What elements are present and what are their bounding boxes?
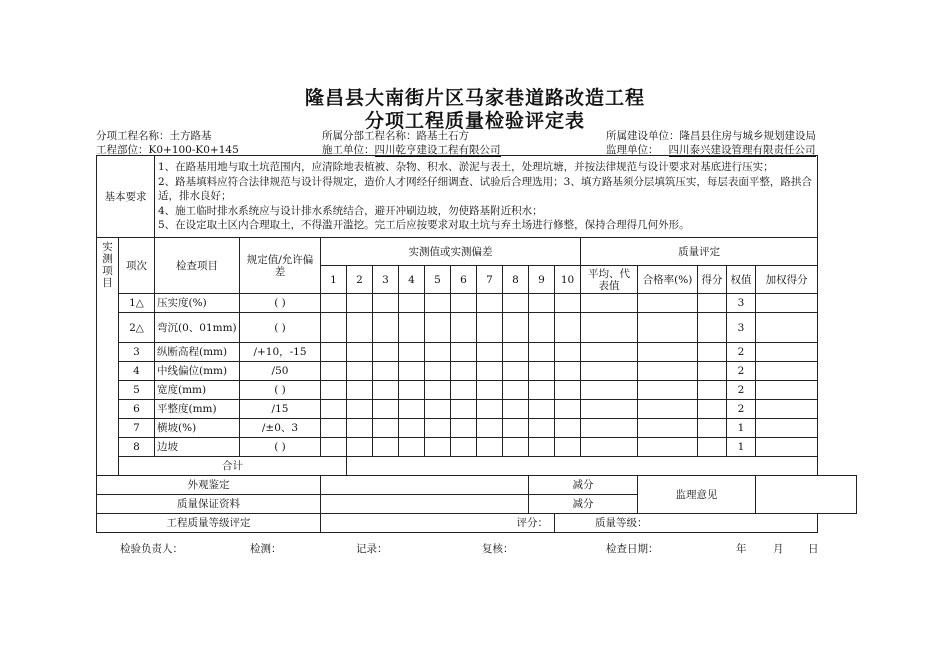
assurance-label: 质量保证资料 <box>97 495 321 514</box>
supervisor-label: 监理单位： <box>606 144 659 156</box>
col-num: 7 <box>477 266 503 294</box>
row-index: 7 <box>119 419 155 438</box>
owner-unit: 所属建设单位：隆昌县住房与城乡规划建设局 <box>606 130 816 142</box>
col-num: 2 <box>347 266 373 294</box>
col-score: 得分 <box>698 266 727 294</box>
col-num: 4 <box>399 266 425 294</box>
table-row <box>97 313 857 343</box>
row-weight: 2 <box>727 381 756 400</box>
project-location: 工程部位：K0+100-K0+145 <box>96 144 239 156</box>
supervision-label: 监理意见 <box>638 476 756 514</box>
col-measured: 实测值或实测偏差 <box>321 238 581 266</box>
col-num: 9 <box>529 266 555 294</box>
contractor-label: 施工单位： <box>322 144 375 156</box>
row-spec: /50 <box>240 362 321 381</box>
row-spec: ( ) <box>240 381 321 400</box>
total-row <box>97 457 857 476</box>
row-item: 压实度(%) <box>155 294 240 313</box>
row-spec: /±0、3 <box>240 419 321 438</box>
col-evaluation: 质量评定 <box>581 238 818 266</box>
row-spec: /+10，-15 <box>240 343 321 362</box>
row-spec: ( ) <box>240 438 321 457</box>
row-weight: 3 <box>727 294 756 313</box>
tester-label: 检测： <box>250 543 282 555</box>
row-item: 纵断高程(mm) <box>155 343 240 362</box>
recorder-label: 记录： <box>356 543 388 555</box>
col-num: 8 <box>503 266 529 294</box>
requirement-4: 5、在设定取土区内合理取土，不得滥开滥挖。完工后应按要求对取土坑与弃土场进行修整，保持合理得几何外形。 <box>158 219 690 232</box>
table-row <box>97 400 857 419</box>
contractor-value: 四川乾亨建设工程有限公司 <box>374 144 501 156</box>
col-num: 3 <box>373 266 399 294</box>
day-label: 日 <box>808 543 819 555</box>
col-weighted-score: 加权得分 <box>756 266 818 294</box>
row-index: 4 <box>119 362 155 381</box>
row-weight: 3 <box>727 313 756 343</box>
document-title: 隆昌县大南街片区马家巷道路改造工程 <box>304 87 645 109</box>
appearance-row <box>97 476 857 495</box>
row-item: 中线偏位(mm) <box>155 362 240 381</box>
table-row <box>97 294 857 313</box>
grade-label: 质量等级： <box>555 514 818 533</box>
col-index: 项次 <box>119 238 155 294</box>
supervisor-value: 四川泰兴建设管理有限责任公司 <box>668 144 816 156</box>
item-name: 分项工程名称：土方路基 <box>96 130 212 142</box>
table-row <box>97 438 857 457</box>
requirement-2: 2、路基填料应符合法律规范与设计得规定，造价人才网经仔细调查、试验后合理选用；3、填方路基须分层填筑压实，每层表面平整，路拱合适，排水良好； <box>158 175 812 203</box>
date-label: 检查日期： <box>606 543 659 555</box>
row-item: 宽度(mm) <box>155 381 240 400</box>
row-weight: 1 <box>727 438 756 457</box>
appearance-label: 外观鉴定 <box>97 476 321 495</box>
row-spec: ( ) <box>240 294 321 313</box>
row-index: 6 <box>119 400 155 419</box>
row-index: 1△ <box>119 294 155 313</box>
inspector-label: 检验负责人： <box>120 543 183 555</box>
table-row <box>97 419 857 438</box>
deduct-label: 减分 <box>529 495 638 514</box>
rating-label: 评分： <box>321 514 555 533</box>
row-weight: 2 <box>727 400 756 419</box>
row-weight: 2 <box>727 362 756 381</box>
reviewer-label: 复核： <box>482 543 514 555</box>
requirements-text <box>155 156 818 238</box>
row-index: 2△ <box>119 313 155 343</box>
col-num: 1 <box>321 266 347 294</box>
month-label: 月 <box>773 543 784 555</box>
row-spec: ( ) <box>240 313 321 343</box>
document-subtitle: 分项工程质量检验评定表 <box>364 110 585 132</box>
deduct-label: 减分 <box>529 476 638 495</box>
row-item: 平整度(mm) <box>155 400 240 419</box>
row-index: 5 <box>119 381 155 400</box>
row-index: 8 <box>119 438 155 457</box>
total-label: 合计 <box>119 457 347 476</box>
row-index: 3 <box>119 343 155 362</box>
requirements-label: 基本要求 <box>97 156 155 238</box>
row-item: 弯沉(0、01mm) <box>155 313 240 343</box>
sub-project-name: 所属分部工程名称：路基土石方 <box>322 130 469 142</box>
table-row <box>97 362 857 381</box>
measured-items-label: 实测项目 <box>97 238 119 476</box>
table-row <box>97 381 857 400</box>
requirement-1: 1、在路基用地与取土坑范围内，应清除地表植被、杂物、积水、淤泥与表土，处理坑塘，并按法律规范与设计要求对基底进行压实； <box>158 161 774 174</box>
col-num: 5 <box>425 266 451 294</box>
col-weight: 权值 <box>727 266 756 294</box>
col-check-item: 检查项目 <box>155 238 240 294</box>
col-avg: 平均、代表值 <box>581 266 638 294</box>
inspection-table <box>96 155 857 533</box>
col-spec: 规定值/允许偏差 <box>240 238 321 294</box>
row-weight: 1 <box>727 419 756 438</box>
col-pass-rate: 合格率(%) <box>638 266 698 294</box>
col-num: 6 <box>451 266 477 294</box>
grade-eval-label: 工程质量等级评定 <box>97 514 321 533</box>
row-item: 边坡 <box>155 438 240 457</box>
row-spec: /15 <box>240 400 321 419</box>
row-weight: 2 <box>727 343 756 362</box>
grade-row <box>97 514 857 533</box>
row-item: 横坡(%) <box>155 419 240 438</box>
requirement-3: 4、施工临时排水系统应与设计排水系统结合，避开冲刷边坡，勿使路基附近积水； <box>158 204 543 217</box>
col-num: 10 <box>555 266 581 294</box>
table-row <box>97 343 857 362</box>
year-label: 年 <box>736 543 747 555</box>
